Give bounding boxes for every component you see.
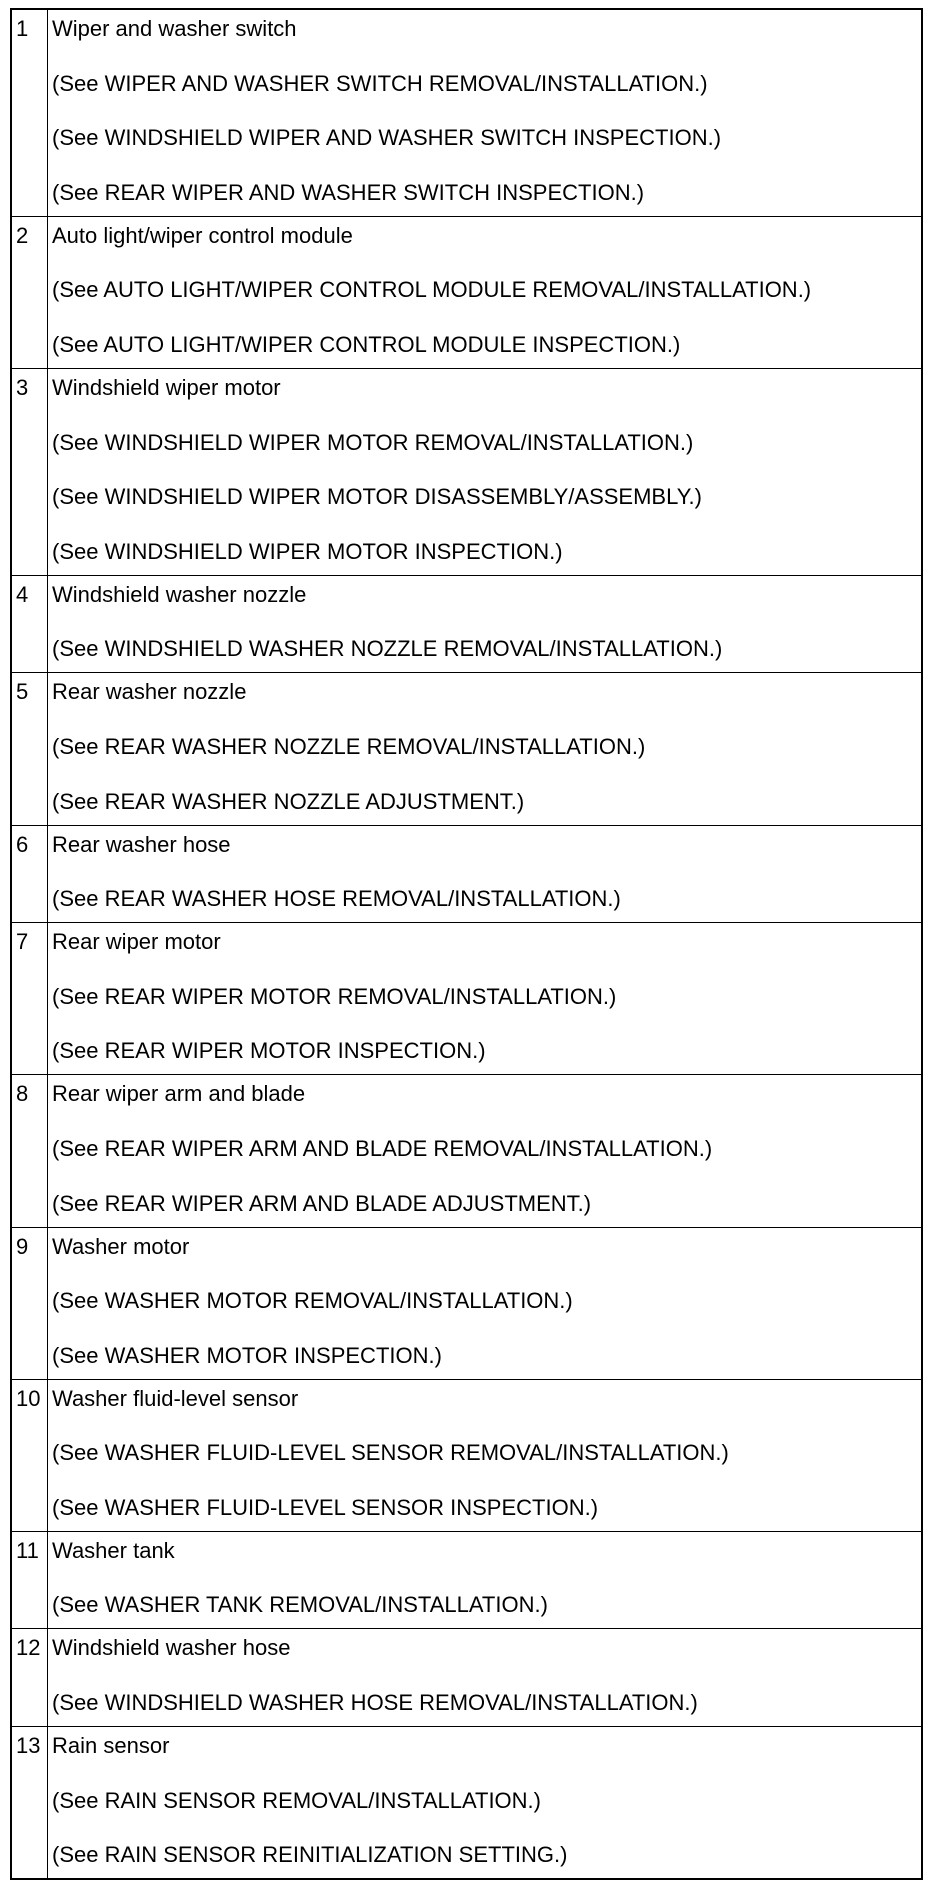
see-reference: (See WINDSHIELD WIPER MOTOR REMOVAL/INSTALLATION.) xyxy=(52,429,694,455)
item-number: 4 xyxy=(12,576,48,673)
item-description xyxy=(48,369,921,575)
item-description xyxy=(48,1727,921,1878)
component-name: Washer tank xyxy=(52,1537,175,1563)
item-description xyxy=(48,1629,921,1726)
component-name: Windshield washer nozzle xyxy=(52,581,307,607)
item-description xyxy=(48,1380,921,1531)
table-row-1 xyxy=(12,10,921,216)
item-description xyxy=(48,1532,921,1629)
see-reference: (See RAIN SENSOR REMOVAL/INSTALLATION.) xyxy=(52,1787,541,1813)
component-name: Rear wiper motor xyxy=(52,929,221,955)
see-reference: (See REAR WIPER AND WASHER SWITCH INSPECTION.) xyxy=(52,179,645,205)
see-reference: (See RAIN SENSOR REINITIALIZATION SETTING.) xyxy=(52,1842,568,1868)
item-number: 1 xyxy=(12,10,48,216)
see-reference: (See REAR WIPER ARM AND BLADE ADJUSTMENT.) xyxy=(52,1190,592,1216)
item-description xyxy=(48,923,921,1074)
table-row-4 xyxy=(12,575,921,673)
item-number: 2 xyxy=(12,217,48,368)
component-name: Rear washer hose xyxy=(52,831,231,857)
component-name: Auto light/wiper control module xyxy=(52,222,353,248)
see-reference: (See WASHER FLUID-LEVEL SENSOR INSPECTION.) xyxy=(52,1494,599,1520)
table-row-6 xyxy=(12,825,921,923)
item-number: 6 xyxy=(12,826,48,923)
item-description xyxy=(48,1228,921,1379)
table-row-8 xyxy=(12,1074,921,1226)
item-number: 13 xyxy=(12,1727,48,1878)
see-reference: (See WINDSHIELD WASHER HOSE REMOVAL/INSTALLATION.) xyxy=(52,1690,698,1716)
component-name: Rear washer nozzle xyxy=(52,679,247,705)
table-row-2 xyxy=(12,216,921,368)
item-number: 12 xyxy=(12,1629,48,1726)
item-description xyxy=(48,217,921,368)
see-reference: (See WINDSHIELD WASHER NOZZLE REMOVAL/INSTALLATION.) xyxy=(52,636,723,662)
component-name: Windshield wiper motor xyxy=(52,374,281,400)
table-row-11 xyxy=(12,1531,921,1629)
component-name: Rain sensor xyxy=(52,1733,170,1759)
see-reference: (See AUTO LIGHT/WIPER CONTROL MODULE REMOVAL/INSTALLATION.) xyxy=(52,277,812,303)
see-reference: (See REAR WASHER NOZZLE ADJUSTMENT.) xyxy=(52,788,525,814)
component-name: Windshield washer hose xyxy=(52,1635,291,1661)
item-description xyxy=(48,576,921,673)
see-reference: (See REAR WASHER HOSE REMOVAL/INSTALLATION.) xyxy=(52,886,621,912)
item-number: 5 xyxy=(12,673,48,824)
item-description xyxy=(48,826,921,923)
item-number: 9 xyxy=(12,1228,48,1379)
item-number: 7 xyxy=(12,923,48,1074)
see-reference: (See WASHER FLUID-LEVEL SENSOR REMOVAL/INSTALLATION.) xyxy=(52,1440,729,1466)
component-name: Wiper and washer switch xyxy=(52,16,297,41)
item-number: 11 xyxy=(12,1532,48,1629)
see-reference: (See WASHER MOTOR INSPECTION.) xyxy=(52,1342,442,1368)
see-reference: (See AUTO LIGHT/WIPER CONTROL MODULE INSPECTION.) xyxy=(52,331,681,357)
see-reference: (See REAR WIPER ARM AND BLADE REMOVAL/INSTALLATION.) xyxy=(52,1135,713,1161)
see-reference: (See WINDSHIELD WIPER AND WASHER SWITCH INSPECTION.) xyxy=(52,125,722,151)
item-number: 8 xyxy=(12,1075,48,1226)
component-name: Washer motor xyxy=(52,1233,190,1259)
see-reference: (See WINDSHIELD WIPER MOTOR INSPECTION.) xyxy=(52,538,563,564)
see-reference: (See WASHER TANK REMOVAL/INSTALLATION.) xyxy=(52,1592,548,1618)
table-row-7 xyxy=(12,922,921,1074)
see-reference: (See REAR WASHER NOZZLE REMOVAL/INSTALLATION.) xyxy=(52,733,646,759)
see-reference: (See REAR WIPER MOTOR REMOVAL/INSTALLATION.) xyxy=(52,983,617,1009)
component-name: Washer fluid-level sensor xyxy=(52,1385,299,1411)
see-reference: (See WASHER MOTOR REMOVAL/INSTALLATION.) xyxy=(52,1288,573,1314)
item-description xyxy=(48,10,921,216)
table-row-5 xyxy=(12,672,921,824)
component-name: Rear wiper arm and blade xyxy=(52,1081,306,1107)
table-row-3 xyxy=(12,368,921,575)
table-row-12 xyxy=(12,1628,921,1726)
item-description xyxy=(48,673,921,824)
item-number: 10 xyxy=(12,1380,48,1531)
table-row-10 xyxy=(12,1379,921,1531)
see-reference: (See WIPER AND WASHER SWITCH REMOVAL/INSTALLATION.) xyxy=(52,70,708,96)
item-number: 3 xyxy=(12,369,48,575)
see-reference: (See REAR WIPER MOTOR INSPECTION.) xyxy=(52,1038,486,1064)
table-row-13 xyxy=(12,1726,921,1878)
see-reference: (See WINDSHIELD WIPER MOTOR DISASSEMBLY/ASSEMBLY.) xyxy=(52,484,702,510)
table-row-9 xyxy=(12,1227,921,1379)
component-reference-table xyxy=(10,8,923,1880)
item-description xyxy=(48,1075,921,1226)
